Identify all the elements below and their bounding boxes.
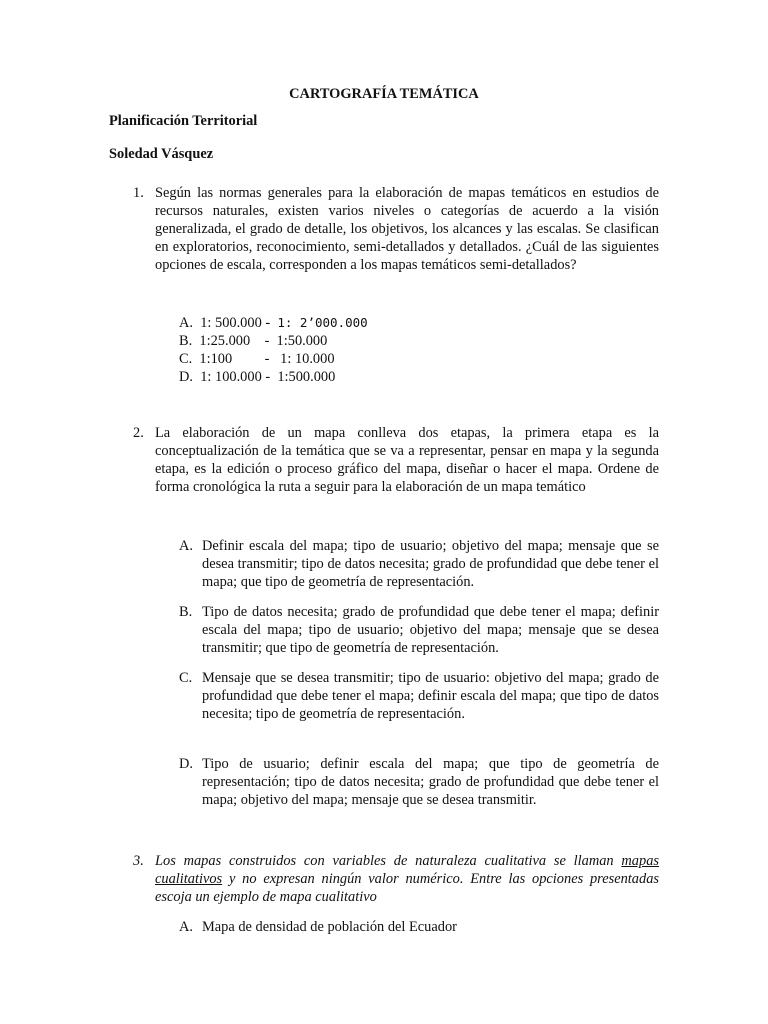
question-3-option-a [179, 918, 659, 936]
option-letter: A. [179, 315, 193, 331]
course-name: Planificación Territorial [109, 113, 258, 129]
option-text-alt: 1: 2’000.000 [277, 315, 368, 330]
question-number: 2. [133, 425, 144, 441]
option-letter: B. [179, 333, 193, 349]
option-text: 1: 100.000 - 1:500.000 [200, 369, 336, 385]
question-text: La elaboración de un mapa conlleva dos etapas, la primera etapa es la conceptualización de la temática que se va a representar, pensar en mapa y la segunda etapa, es la edición o proceso gráfico del mapa, diseñar o hacer el mapa. Ordene de forma cronológica la ruta a seguir para la elaboración de un mapa temático [155, 425, 659, 495]
document-title: CARTOGRAFÍA TEMÁTICA [289, 86, 479, 102]
question-text-end: y no expresan ningún valor numérico. Entre las opciones presentadas escoja un ejemplo de mapa cualitativo [155, 871, 659, 905]
question-3 [133, 852, 659, 906]
option-text: 1:25.000 - 1:50.000 [199, 333, 328, 349]
underlined-term: mapas cualitativos [155, 853, 659, 887]
option-letter: D. [179, 369, 193, 385]
option-text: Tipo de datos necesita; grado de profundidad que debe tener el mapa; definir escala del mapa; tipo de usuario; objetivo del mapa; mensaje que se desea transmitir; que tipo de geometría de representación. [202, 604, 659, 656]
question-1-options [179, 314, 368, 386]
option-letter: C. [179, 670, 193, 686]
option-text: Definir escala del mapa; tipo de usuario; objetivo del mapa; mensaje que se desea transmitir; tipo de datos necesita; grado de profundidad que debe tener el mapa; que tipo de geometría de representación. [202, 538, 659, 590]
option-c [179, 350, 368, 368]
option-a [179, 314, 368, 332]
question-2-option-b [179, 603, 659, 657]
option-text: 1:100 - 1: 10.000 [199, 351, 335, 367]
author-name: Soledad Vásquez [109, 146, 214, 162]
option-text: Tipo de usuario; definir escala del mapa; que tipo de geometría de representación; tipo de datos necesita; grado de profundidad que debe tener el mapa; objetivo del mapa; mensaje que se desea transmitir. [202, 756, 659, 808]
option-text: Mapa de densidad de población del Ecuador [202, 919, 457, 935]
option-text: 1: 500.000 - [200, 315, 278, 331]
option-letter: D. [179, 756, 193, 772]
question-1 [133, 184, 659, 274]
question-text [155, 852, 659, 906]
option-letter: B. [179, 604, 193, 620]
option-letter: A. [179, 919, 193, 935]
option-text: Mensaje que se desea transmitir; tipo de usuario: objetivo del mapa; grado de profundidad que debe tener el mapa; definir escala del mapa; que tipo de datos necesita; tipo de geometría de representación. [202, 670, 659, 722]
question-number: 3. [133, 853, 144, 869]
question-text: Según las normas generales para la elaboración de mapas temáticos en estudios de recursos naturales, existen varios niveles o categorías de acuerdo a la visión generalizada, el grado de detalle, los objetivos, los alcances y las escalas. Se clasifican en exploratorios, reconocimiento, semi-detallados y detallados. ¿Cuál de las siguientes opciones de escala, corresponden a los mapas temáticos semi-detallados? [155, 185, 659, 273]
option-d [179, 368, 368, 386]
question-text-start: Los mapas construidos con variables de naturaleza cualitativa se llaman [155, 853, 622, 869]
option-letter: A. [179, 538, 193, 554]
question-2-option-c [179, 669, 659, 723]
question-number: 1. [133, 185, 144, 201]
question-2 [133, 424, 659, 496]
option-letter: C. [179, 351, 193, 367]
question-2-option-d [179, 755, 659, 809]
option-b [179, 332, 368, 350]
question-2-option-a [179, 537, 659, 591]
